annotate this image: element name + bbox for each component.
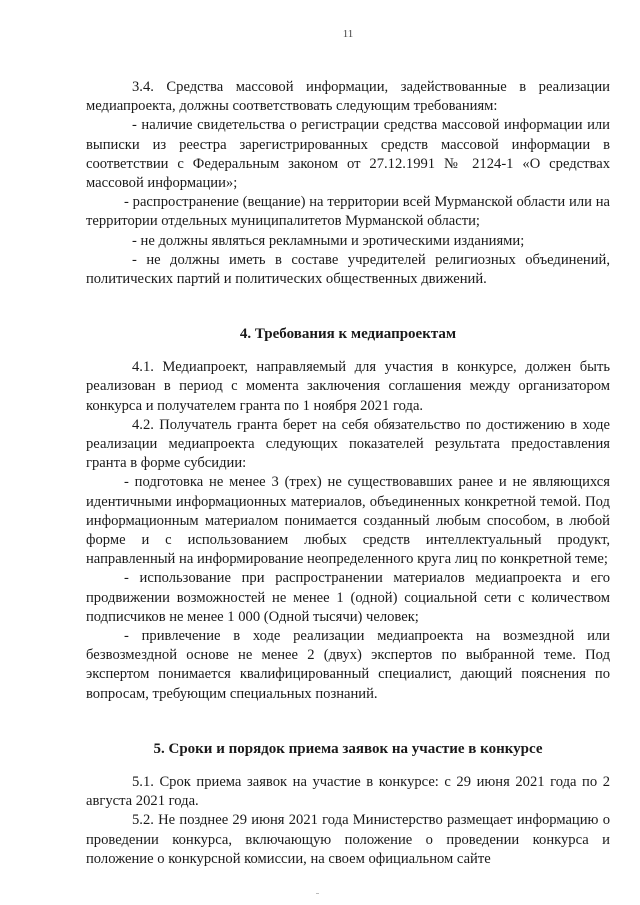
paragraph-4-2: 4.2. Получатель гранта берет на себя обязательство по достижению в ходе реализации медиапроекта следующих показателей результата предоставления гранта в форме субсидии: [86, 416, 610, 472]
section-5-heading: 5. Сроки и порядок приема заявок на участие в конкурсе [153, 740, 543, 757]
page-number: 11 [342, 28, 354, 40]
section-5-body [86, 773, 610, 869]
list-item-distribution: - распространение (вещание) на территории всей Мурманской области или на территории отдельных муниципалитетов Мурманской области; [86, 194, 610, 230]
list-item-founders: - не должны иметь в составе учредителей религиозных объединений, политических партий и политических общественных движений. [86, 251, 610, 288]
list-item-experts: - привлечение в ходе реализации медиапроекта на возмездной или безвозмездной основе не менее 2 (двух) экспертов по выбранной теме. Под экспертом понимается квалифицированный специалист, дающий пояснения по вопросам, требующим специальных познаний. [86, 628, 610, 702]
list-item-materials: - подготовка не менее 3 (трех) не существовавших ранее и не являющихся идентичными информационных материалов, объединенных конкретной темой. Под информационным материалом понимается созданный любым способом, в любой форме и с использованием любых средств интеллектуальный продукт, направленный на информирование неопределенного круга лиц по конкретной теме; [86, 474, 610, 568]
paragraph-5-2: 5.2. Не позднее 29 июня 2021 года Министерство размещает информацию о проведении конкурса, включающую положение о проведении конкурса и положение о конкурсной комиссии, на своем официальном сайте [86, 812, 610, 867]
list-item-not-advertising: - не должны являться рекламными и эротическими изданиями; [132, 232, 525, 249]
section-4-body [86, 358, 610, 704]
list-item-social-network: - использование при распространении материалов медиапроекта и его продвижении возможностей не менее 1 (одной) социальной сети с количеством подписчиков не менее 1 000 (Одной тысячи) человек; [86, 570, 610, 625]
section-4-heading: 4. Требования к медиапроектам [239, 326, 457, 343]
paragraph-3-4: 3.4. Средства массовой информации, задействованные в реализации медиапроекта, должны соответствовать следующим требованиям: [86, 79, 610, 115]
paragraph-5-1: 5.1. Срок приема заявок на участие в конкурсе: с 29 июня 2021 года по 2 августа 2021 года. [86, 773, 610, 810]
scan-speck [316, 893, 319, 894]
list-item-registration: - наличие свидетельства о регистрации средства массовой информации или выписки из реестра зарегистрированных средств массовой информации в соответствии с Федеральным законом от 27.12.1991 № 2124-1 «О средствах массовой информации»; [86, 117, 610, 192]
paragraph-4-1: 4.1. Медиапроект, направляемый для участия в конкурсе, должен быть реализован в период с момента заключения соглашения между организатором конкурса и получателем гранта по 1 ноября 2021 года. [86, 359, 610, 414]
section-3-body [86, 78, 610, 289]
